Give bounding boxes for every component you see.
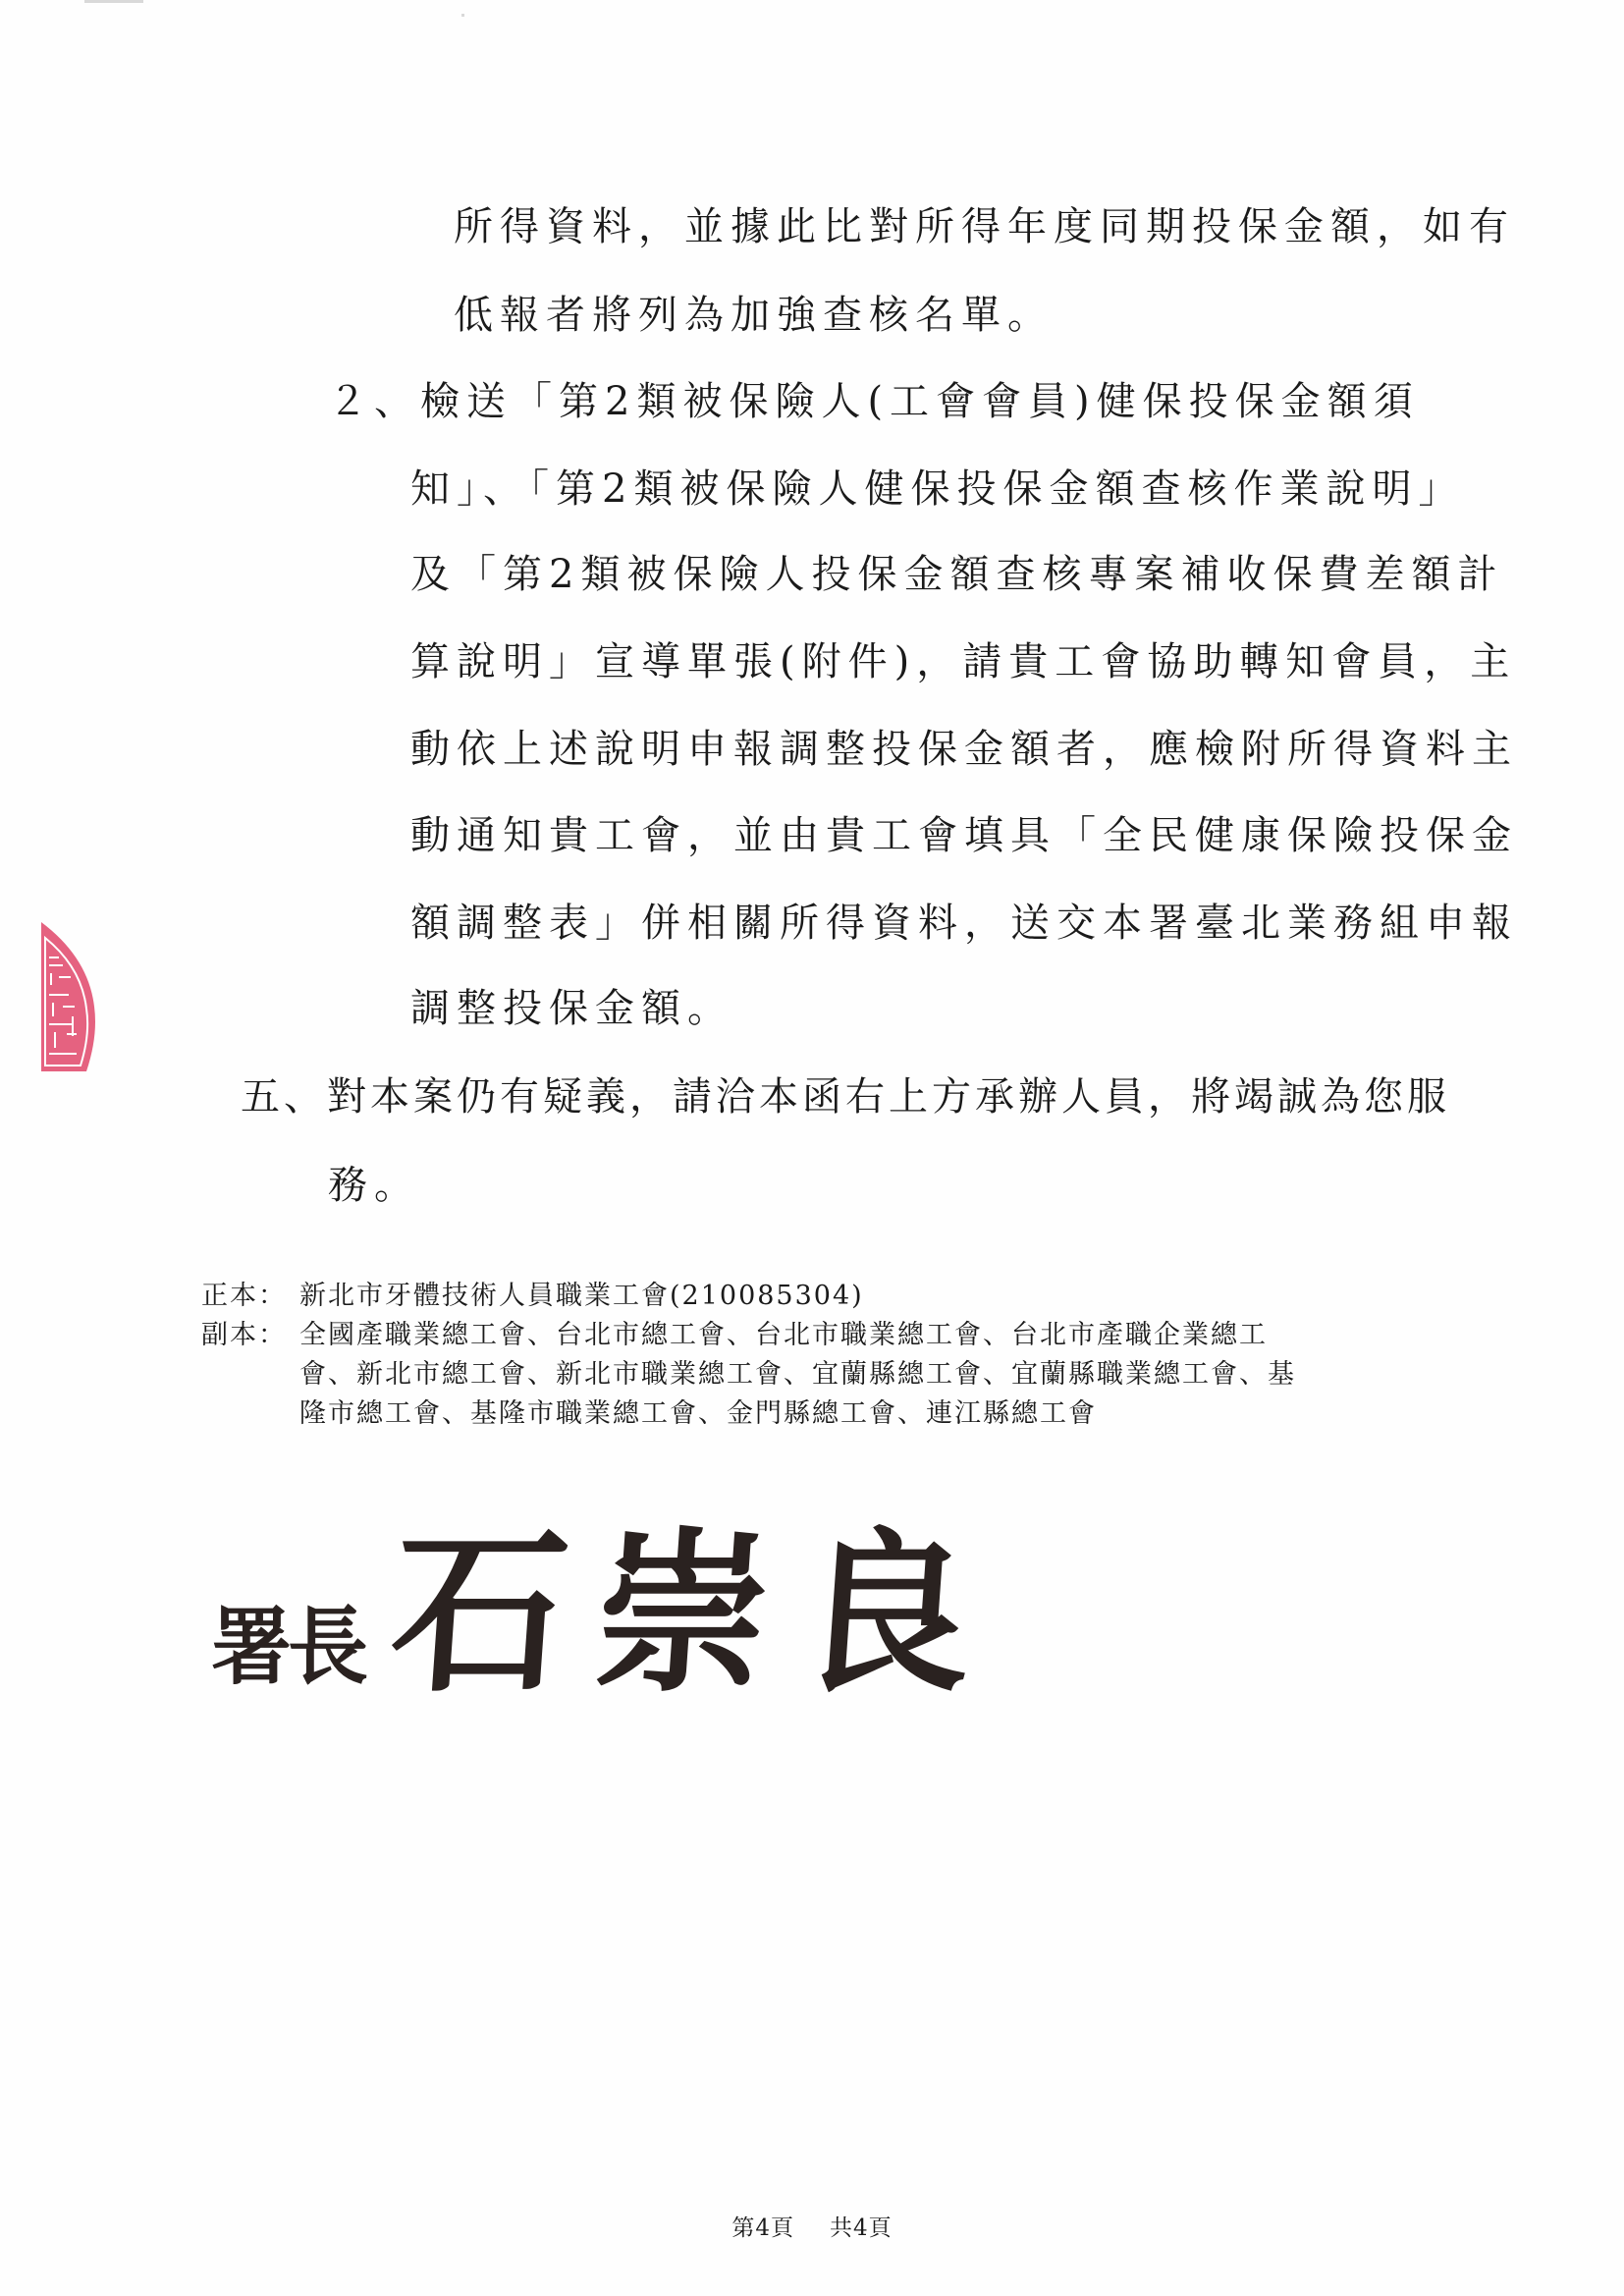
page-total: 共4頁 bbox=[830, 2215, 893, 2241]
primary-recipient bbox=[201, 1279, 864, 1314]
copy-line: 隆市總工會、基隆市職業總工會、金門縣總工會、連江縣總工會 bbox=[299, 1398, 1097, 1429]
signature-title: 署長 bbox=[211, 1597, 365, 1697]
signature-name: 石崇良 bbox=[385, 1510, 1007, 1716]
scan-mark bbox=[84, 0, 143, 3]
body-line: 所得資料，並據此比對所得年度同期投保金額，如有 bbox=[454, 204, 1515, 249]
body-line: 低報者將列為加強查核名單。 bbox=[454, 293, 1054, 338]
seal-stamp-icon bbox=[37, 918, 100, 1075]
body-line: 算說明」宣導單張(附件)，請貴工會協助轉知會員，主 bbox=[410, 639, 1517, 684]
primary-label: 正本： bbox=[201, 1281, 287, 1311]
body-line: 調整投保金額。 bbox=[410, 986, 733, 1031]
copy-line: 會、新北市總工會、新北市職業總工會、宜蘭縣總工會、宜蘭縣職業總工會、基 bbox=[299, 1359, 1296, 1390]
director-signature bbox=[211, 1473, 1007, 1724]
body-line: 動依上述說明申報調整投保金額者，應檢附所得資料主 bbox=[410, 727, 1518, 772]
copy-line: 全國產職業總工會、台北市總工會、台北市職業總工會、台北市產職企業總工 bbox=[299, 1320, 1268, 1350]
body-line: 務。 bbox=[328, 1163, 420, 1208]
copy-recipients bbox=[201, 1318, 1268, 1353]
primary-recipient-text: 新北市牙體技術人員職業工會(210085304) bbox=[299, 1281, 864, 1311]
body-line: 額調整表」併相關所得資料，送交本署臺北業務組申報 bbox=[410, 901, 1518, 946]
copy-label: 副本： bbox=[201, 1320, 287, 1350]
page-number: 第4頁 bbox=[731, 2215, 794, 2241]
body-line: 知」、「第2類被保險人健保投保金額查核作業說明」 bbox=[410, 466, 1465, 512]
scan-mark bbox=[461, 14, 464, 17]
body-line: 五、對本案仍有疑義，請洽本函右上方承辦人員，將竭誠為您服 bbox=[241, 1074, 1450, 1120]
page-footer bbox=[0, 2210, 1624, 2242]
body-line: 動通知貴工會，並由貴工會填具「全民健康保險投保金 bbox=[410, 813, 1518, 858]
body-line: 及「第2類被保險人投保金額查核專案補收保費差額計 bbox=[410, 552, 1504, 597]
body-line: ２、檢送「第2類被保險人(工會會員)健保投保金額須 bbox=[328, 379, 1420, 424]
